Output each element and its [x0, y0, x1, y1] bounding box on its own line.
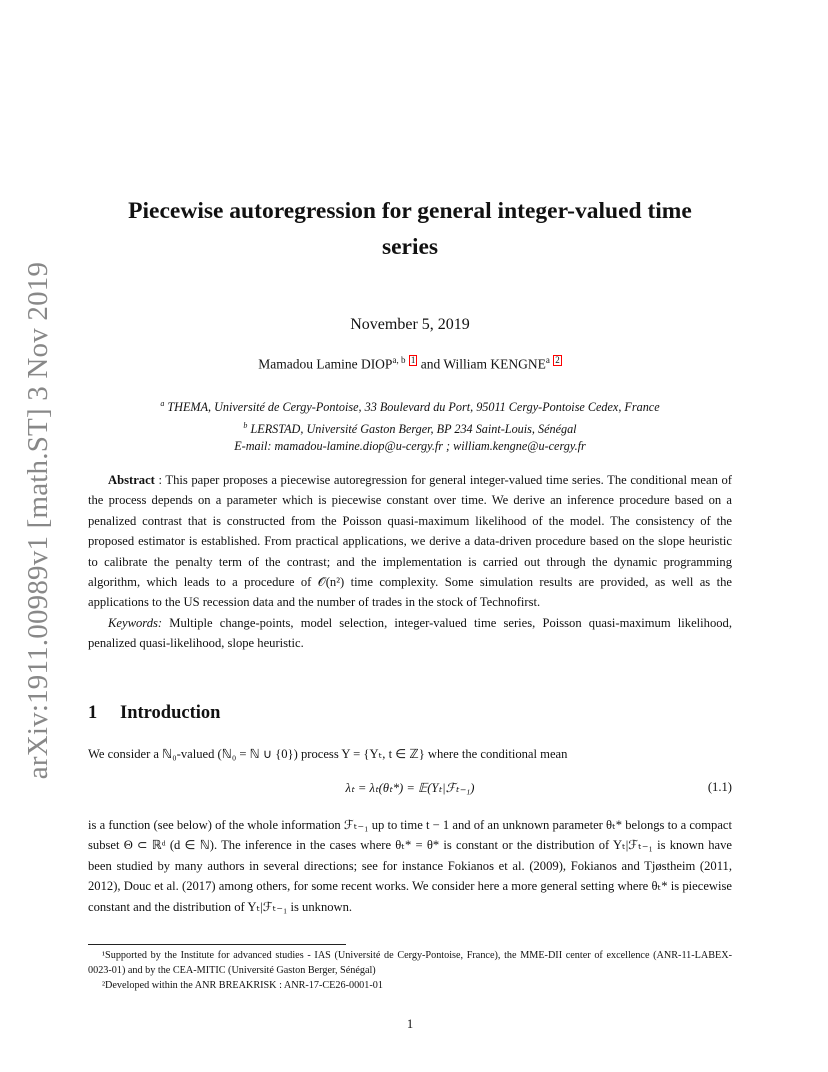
equation-body: λₜ = λₜ(θₜ*) = 𝔼(Yₜ|ℱₜ₋₁): [345, 781, 475, 795]
abstract-label: Abstract: [108, 473, 155, 487]
intro-text-2: is a function (see below) of the whole information ℱₜ₋₁ up to time t − 1 and of an unknown parameter θₜ* belongs to a compact subset Θ ⊂ ℝᵈ (d ∈ ℕ). The inference in the cases where θₜ* = θ* is constant or the distribution of Yₜ|ℱₜ₋₁ is known have been studied by many authors in several directions; see for instance Fokianos et al. (2009), Fokianos and Tjøstheim (2011, 2012), Douc et al. (2017) among others, for some recent works. We consider here a more general setting where θₜ* is piecewise constant and the distribution of Yₜ|ℱₜ₋₁ is unknown.: [88, 818, 732, 914]
title-line-2: series: [381, 234, 439, 260]
affil-a-sup: a: [160, 399, 165, 408]
author-1-affil-sup: a, b: [392, 355, 406, 365]
section-number: 1: [88, 703, 98, 723]
affiliation-b: [88, 417, 732, 439]
intro-text-1: We consider a ℕ₀-valued (ℕ₀ = ℕ ∪ {0}) process Y = {Yₜ, t ∈ ℤ} where the conditional mean: [88, 747, 568, 761]
intro-paragraph-1: [88, 744, 732, 764]
section-heading: [88, 703, 220, 724]
section-title: Introduction: [120, 703, 221, 723]
author-1: Mamadou Lamine DIOP: [258, 356, 393, 372]
footnote-link-1[interactable]: 1: [410, 355, 416, 365]
equation-1-1: [88, 780, 732, 802]
author-line: [88, 355, 732, 373]
abstract-text: : This paper proposes a piecewise autoregression for general integer-valued time series. The conditional mean of the process depends on a parameter which is piecewise constant over time. We derive an inference procedure based on a penalized contrast that is constructed from the Poisson quasi-maximum likelihood of the model. The consistency of the proposed estimator is established. From practical applications, we derive a data-driven procedure based on the slope heuristic to calibrate the penalty term of the contrast; and the implementation is carried out through the dynamic programming algorithm, which leads to a procedure of 𝒪(n²) time complexity. Some simulation results are provided, as well as the applications to the US recession data and the number of trades in the stock of Technofirst.: [88, 473, 732, 610]
affil-b-text: LERSTAD, Université Gaston Berger, BP 234 Saint-Louis, Sénégal: [247, 421, 577, 436]
affiliations: [88, 395, 732, 456]
abstract-paragraph: [88, 470, 732, 613]
page-number: 1: [406, 1017, 414, 1031]
paper-date: November 5, 2019: [350, 316, 470, 333]
footnote-2: ²Developed within the ANR BREAKRISK : ANR-17-CE26-0001-01: [102, 980, 383, 991]
footnote-rule: [88, 944, 346, 945]
title-line-1: Piecewise autoregression for general integer-valued time: [128, 198, 692, 224]
affiliation-a: [88, 395, 732, 417]
footnote-link-2[interactable]: 2: [555, 355, 560, 365]
keywords-paragraph: [88, 613, 732, 654]
affil-b-sup: b: [243, 420, 248, 430]
footnotes: [88, 948, 732, 993]
intro-paragraph-2: [88, 815, 732, 917]
keywords-label: Keywords:: [108, 615, 163, 630]
arxiv-stamp: [21, 261, 57, 779]
keywords-text: Multiple change-points, model selection, integer-valued time series, Poisson quasi-maximum likelihood, penalized quasi-likelihood, slope heuristic.: [88, 615, 732, 651]
author-and: and William KENGNE: [417, 356, 546, 372]
email-line: E-mail: mamadou-lamine.diop@u-cergy.fr ; william.kengne@u-cergy.fr: [234, 439, 586, 454]
affil-a-text: THEMA, Université de Cergy-Pontoise, 33 Boulevard du Port, 95011 Cergy-Pontoise Cedex, France: [164, 400, 660, 415]
paper-title: [88, 193, 732, 265]
equation-number: (1.1): [707, 780, 732, 794]
footnote-1: ¹Supported by the Institute for advanced studies - IAS (Université de Cergy-Pontoise, France), the MME-DII center of excellence (ANR-11-LABEX-0023-01) and by the CEA-MITIC (Université Gaston Berger, Sénégal): [88, 950, 732, 976]
abstract-block: [88, 470, 732, 654]
author-2-affil-sup: a: [545, 355, 550, 365]
arxiv-stamp-text: arXiv:1911.00989v1 [math.ST] 3 Nov 2019: [22, 261, 55, 779]
